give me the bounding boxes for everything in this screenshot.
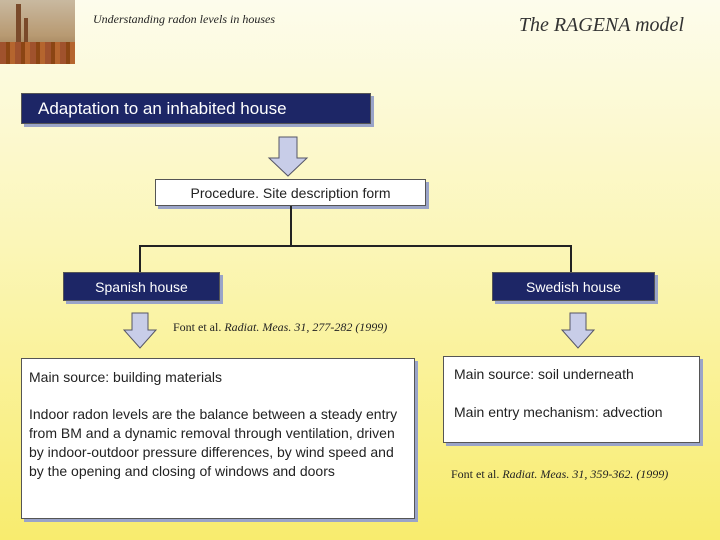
swedish-details-box bbox=[443, 356, 700, 443]
spanish-details-box bbox=[21, 358, 415, 519]
connector-line bbox=[290, 206, 292, 246]
connector-line bbox=[139, 245, 572, 247]
swedish-main-source: Main source: soil underneath bbox=[454, 366, 634, 382]
spanish-description: Indoor radon levels are the balance between a steady entry from BM and a dynamic removal through ventilation, driven by indoor-outdoor pressure differences, by wind speed and by the opening and closing of windows and doors bbox=[29, 406, 398, 479]
connector-line bbox=[570, 245, 572, 272]
connector-line bbox=[139, 245, 141, 272]
spanish-main-source: Main source: building materials bbox=[29, 369, 222, 385]
swedish-house-box bbox=[492, 272, 655, 301]
spanish-house-box bbox=[63, 272, 220, 301]
swedish-entry-mechanism: Main entry mechanism: advection bbox=[454, 404, 663, 420]
down-arrow-icon bbox=[560, 312, 596, 350]
spanish-reference: Font et al. Radiat. Meas. 31, 277-282 (1999) bbox=[173, 320, 388, 334]
down-arrow-icon bbox=[266, 136, 310, 178]
slide-title: The RAGENA model bbox=[518, 14, 684, 36]
city-photo-thumbnail bbox=[0, 0, 75, 64]
title-box-label: Adaptation to an inhabited house bbox=[38, 98, 287, 118]
title-box bbox=[21, 93, 371, 124]
procedure-box bbox=[155, 179, 426, 206]
down-arrow-icon bbox=[122, 312, 158, 350]
spanish-house-label: Spanish house bbox=[95, 278, 188, 295]
procedure-box-label: Procedure. Site description form bbox=[190, 184, 391, 201]
swedish-reference: Font et al. Radiat. Meas. 31, 359-362. (1999) bbox=[451, 467, 669, 481]
header-subtitle: Understanding radon levels in houses bbox=[93, 12, 275, 26]
swedish-house-label: Swedish house bbox=[526, 278, 621, 295]
